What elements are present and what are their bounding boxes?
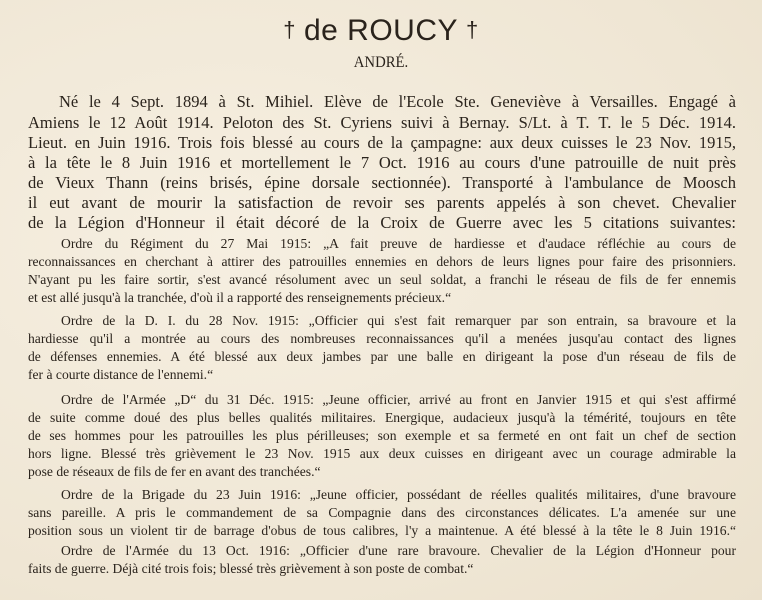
biography-line: Lieut. en Juin 1916. Trois fois blessé au cours de la çampagne: aux deux cuisses le 23 Nov. 1915, [28,133,736,152]
citation-line: hardiesse qu'il a montrée au cours des nombreuses reconnaissances qu'il a menées jusqu'au contact des lignes [28,331,736,346]
biography-line: Amiens le 12 Août 1914. Peloton des St. Cyriens suivi à Bernay. S/Lt. à T. T. le 5 Déc. 1914. [28,113,736,132]
citation-line: faits de guerre. Déjà cité trois fois; blessé très grièvement à son poste de combat.“ [28,561,474,576]
citation-line: sans pareille. A pris le commandement de sa Compagnie dans des circonstances délicates. L'a amenée sur une [28,505,736,520]
given-name: ANDRÉ. [353,54,409,71]
biography-line: de la Légion d'Honneur il était décoré de la Croix de Guerre avec les 5 citations suivantes: [28,213,736,232]
citation-line: Ordre de la D. I. du 28 Nov. 1915: „Officier qui s'est fait remarquer par son entrain, sa bravoure et la [61,313,736,328]
citation-line: position sous un violent tir de barrage d'obus de tous calibres, l'y a maintenue. A été blessé à la tête le 8 Juin 1916.“ [28,523,736,538]
biography-line: Né le 4 Sept. 1894 à St. Mihiel. Elève de l'Ecole Ste. Geneviève à Versailles. Engagé à [59,92,736,111]
citation-line: Ordre de l'Armée du 13 Oct. 1916: „Officier d'une rare bravoure. Chevalier de la Légion d'Honneur pour [61,543,736,558]
surname: de ROUCY [303,14,459,47]
citation-line: Ordre de la Brigade du 23 Juin 1916: „Jeune officier, possédant de réelles qualités militaires, d'une bravoure [61,487,736,502]
biography-line: il eut avant de mourir la satisfaction de revoir ses parents appelés à son chevet. Chevalier [28,193,736,212]
cross-icon: † [466,17,479,42]
biography-line: à la tête le 8 Juin 1916 et mortellement le 7 Oct. 1916 au cours d'une patrouille de nuit près [28,153,736,172]
citation-line: Ordre du Régiment du 27 Mai 1915: „A fait preuve de hardiesse et d'audace réfléchie au cours de [61,236,736,251]
cross-icon: † [283,17,296,42]
citation-line: de défenses ennemies. A été blessé aux deux jambes par une balle en dirigeant la pose d'un réseau de fils de [28,349,736,364]
citation-line: de suite comme doué des plus belles qualités militaires. Energique, audacieux jusqu'à la témérité, toujours en tête [28,410,736,425]
citation-line: Ordre de l'Armée „D“ du 31 Déc. 1915: „Jeune officier, arrivé au front en Janvier 1915 et qui s'est affirmé [61,392,736,407]
citation-line: fer à courte distance de l'ennemi.“ [28,367,214,382]
page-title [0,14,762,48]
citation-line: de ses hommes pour les patrouilles les plus périlleuses; son exemple et sa fermeté en ont fait un chef de section [28,428,736,443]
citation-line: hors ligne. Blessé très grièvement le 23 Nov. 1915 aux deux cuisses en dirigeant avec un courage admirable la [28,446,736,461]
citation-line: reconnaissances en cherchant à attirer des patrouilles ennemies en dehors de leurs lignes pour faire des prisonniers. [28,254,736,269]
biography-line: de Vieux Thann (reins brisés, épine dorsale sectionnée). Transporté à l'ambulance de Moosch [28,173,736,192]
citation-line: pose de réseaux de fils de fer en avant des tranchées.“ [28,464,321,479]
citation-line: N'ayant pu les faire sortir, s'est avancé résolument avec un seul soldat, a franchi le réseau de fils de fer ennemis [28,272,736,287]
citation-line: et est allé jusqu'à la tranchée, d'où il a rapporté des renseignements précieux.“ [28,290,452,305]
